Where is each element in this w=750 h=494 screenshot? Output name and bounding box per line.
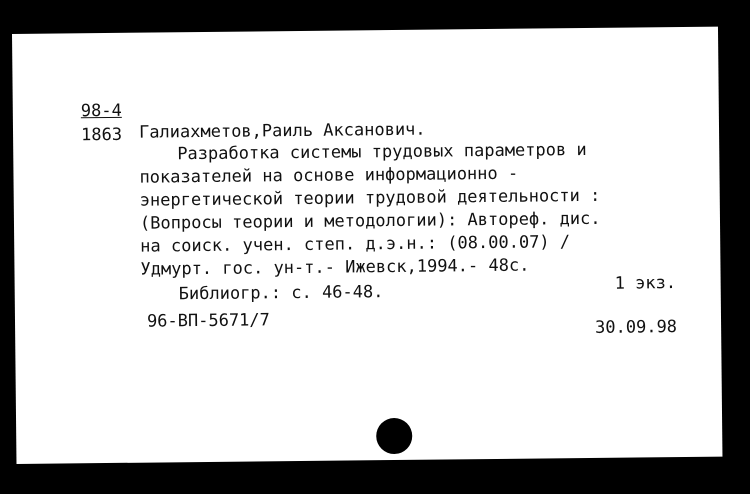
body-line: показателей на основе информационно -	[139, 163, 519, 188]
card-date: 30.09.98	[595, 317, 678, 338]
copies-count: 1 экз.	[614, 273, 677, 294]
punch-hole	[376, 418, 412, 454]
accession-code: 96-ВП-5671/7	[146, 310, 270, 332]
body-line: Удмурт. гос. ун-т.- Ижевск,1994.- 48с.	[140, 255, 530, 280]
shelf-mark: 98-4	[80, 100, 122, 122]
body-line: энергетической теории трудовой деятельности :	[139, 185, 601, 211]
body-line: на соиск. учен. степ. д.э.н.: (08.00.07) /	[140, 232, 571, 257]
body-line: Разработка системы трудовых параметров и	[177, 139, 587, 165]
catalog-card	[12, 27, 722, 464]
author-heading: Галиахметов,Раиль Аксанович.	[138, 119, 426, 143]
record-number: 1863	[80, 124, 123, 146]
body-line: (Вопросы теории и методологии): Автореф. дис.	[139, 208, 601, 234]
bibliography-note: Библиогр.: с. 46-48.	[178, 282, 384, 305]
